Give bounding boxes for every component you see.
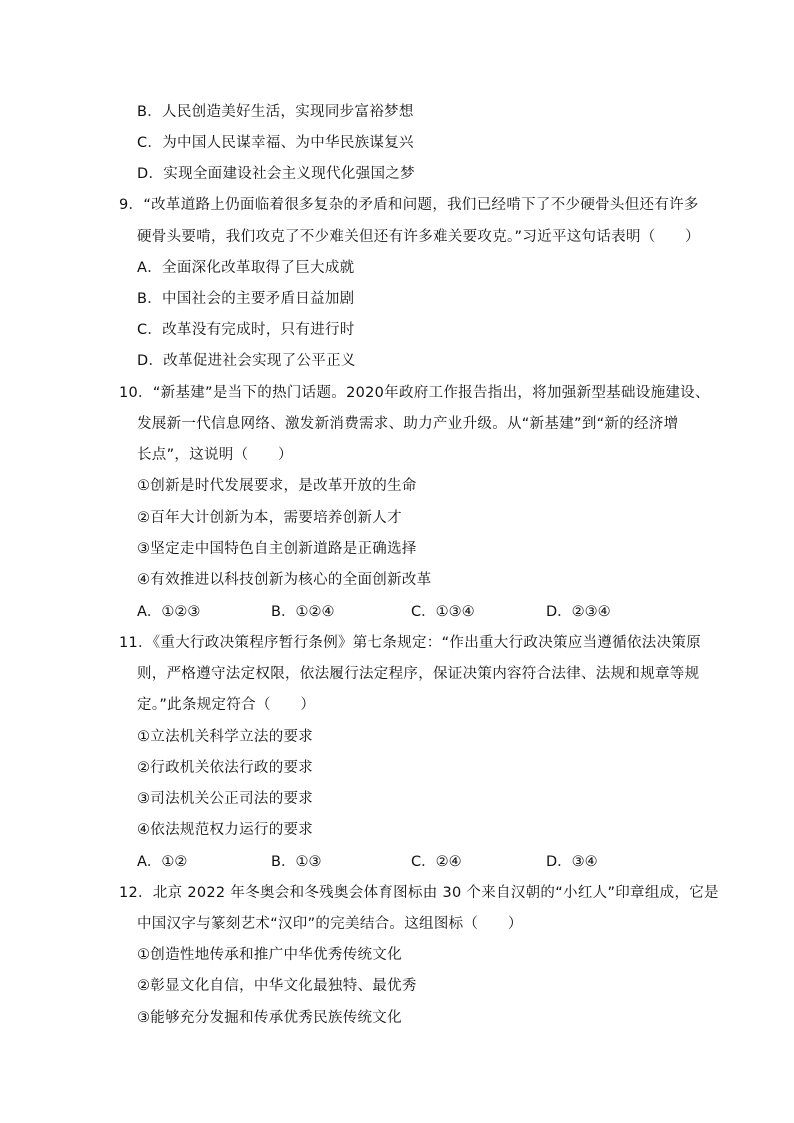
q12-stem-line-2: 中国汉字与篆刻艺术“汉印”的完美结合。这组图标（ ） (137, 916, 523, 932)
q12-statement-1: ①创造性地传承和推广中华优秀传统文化 (137, 947, 402, 963)
q10-statement-3: ③坚定走中国特色自主创新道路是正确选择 (137, 541, 417, 557)
q10-choice-b: B．①②④ (271, 604, 335, 620)
q9-stem-line-2: 硬骨头要啃，我们攻克了不少难关但还有许多难关要攻克。”习近平这句话表明（ ） (137, 229, 700, 245)
q11-stem-line-2: 则，严格遵守法定权限，依法履行法定程序，保证决策内容符合法律、法规和规章等规 (137, 666, 700, 682)
q10-statement-2: ②百年大计创新为本，需要培养创新人才 (137, 510, 402, 526)
q9-option-a: A．全面深化改革取得了巨大成就 (137, 260, 355, 276)
q8-option-d: D．实现全面建设社会主义现代化强国之梦 (137, 166, 415, 182)
q11-statement-4: ④依法规范权力运行的要求 (137, 822, 314, 838)
q10-stem-line-3: 长点”，这说明（ ） (137, 447, 293, 463)
q9-stem-line-1: 9．“改革道路上仍面临着很多复杂的矛盾和问题，我们已经啃下了不少硬骨头但还有许多 (119, 197, 699, 213)
q10-choice-a: A．①②③ (137, 604, 201, 620)
q10-stem-line-1: 10．“新基建”是当下的热门话题。2020年政府工作报告指出，将加强新型基础设施建设、 (119, 385, 710, 401)
q11-stem-line-3: 定。”此条规定符合（ ） (137, 697, 316, 713)
q8-option-c: C．为中国人民谋幸福、为中华民族谋复兴 (137, 135, 414, 151)
q10-statement-1: ①创新是时代发展要求，是改革开放的生命 (137, 478, 417, 494)
q10-stem-line-2: 发展新一代信息网络、激发新消费需求、助力产业升级。从“新基建”到“新的经济增 (137, 416, 679, 432)
q9-option-c: C．改革没有完成时，只有进行时 (137, 322, 355, 338)
q11-statement-3: ③司法机关公正司法的要求 (137, 791, 314, 807)
q9-option-b: B．中国社会的主要矛盾日益加剧 (137, 291, 355, 307)
q11-statement-1: ①立法机关科学立法的要求 (137, 729, 314, 745)
q11-choice-b: B．①③ (271, 854, 322, 870)
q11-choice-c: C．②④ (411, 854, 462, 870)
q12-stem-line-1: 12．北京 2022 年冬奥会和冬残奥会体育图标由 30 个来自汉朝的“小红人”印章组成，它是 (119, 885, 719, 901)
q11-statement-2: ②行政机关依法行政的要求 (137, 760, 314, 776)
q12-statement-3: ③能够充分发掘和传承优秀民族传统文化 (137, 1010, 402, 1026)
q10-statement-4: ④有效推进以科技创新为核心的全面创新改革 (137, 572, 432, 588)
q10-choice-c: C．①③④ (411, 604, 475, 620)
q9-option-d: D．改革促进社会实现了公平正义 (137, 353, 356, 369)
q11-choice-a: A．①② (137, 854, 188, 870)
q11-choice-d: D．③④ (546, 854, 598, 870)
q10-choice-d: D．②③④ (546, 604, 611, 620)
q11-stem-line-1: 11．《重大行政决策程序暂行条例》第七条规定：“作出重大行政决策应当遵循依法决策原 (119, 635, 702, 651)
q12-statement-2: ②彰显文化自信，中华文化最独特、最优秀 (137, 978, 417, 994)
q8-option-b: B．人民创造美好生活，实现同步富裕梦想 (137, 104, 414, 120)
